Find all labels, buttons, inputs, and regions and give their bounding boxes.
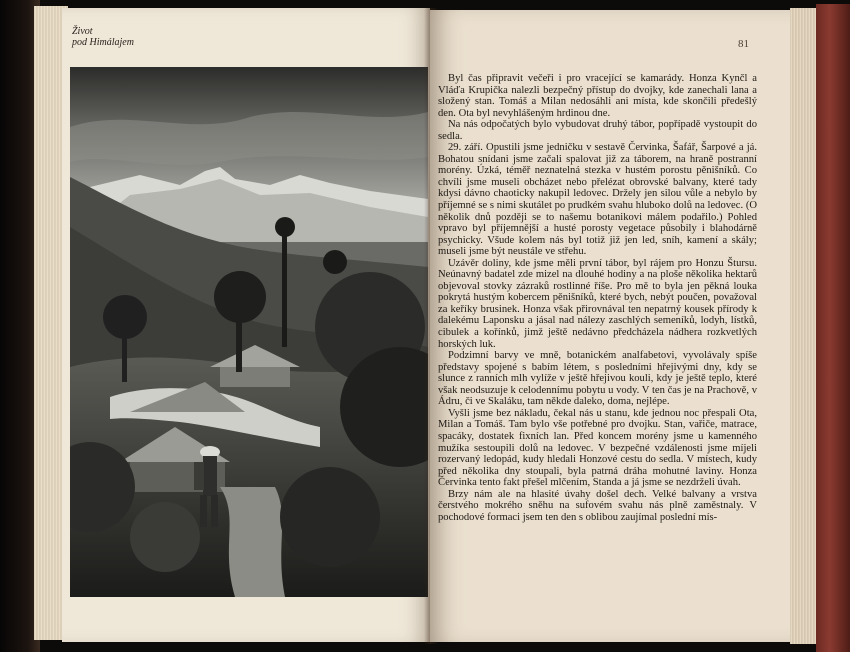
paragraph: Byl čas připravit večeři i pro vracející se kamarády. Honza Kynčl a Vláďa Krupička nalezli bezpečný přístup do dvojky, kde zanechali lana a složený stan. Tomáš a Milan nedosáhli ani místa, kde skončili předešlý den. Ota byl nevyhlášeným hrdinou dne. bbox=[438, 73, 757, 119]
running-head-line-2: pod Himálajem bbox=[72, 37, 134, 48]
paragraph: Brzy nám ale na hlasité úvahy došel dech. Velké balvany a vrstva čerstvého mokrého sněhu na sufovém svahu nás plně zaměstnaly. V pochodové formaci jsem ten den s oblibou zaujímal poslední mís- bbox=[438, 488, 757, 523]
paragraph: Uzávěr doliny, kde jsme měli první tábor, byl rájem pro Honzu Štursu. Neúnavný badatel zde mizel na dlouhé hodiny a na ploše několika hektarů objevoval stovky zázraků rostlinné říše. Pro mě to byla jen pěkná louka pokrytá hustým kobercem pěnišníků, které bych, nebýt poučen, považoval za keříky brusinek. Honza však přirovnával ten nepatrný kousek přírody k dalekému Laponsku a jásal nad nálezy zaschlých semeníků, lodyh, lístků, cibulek a kořínků, jimž ještě nedávno předcházela nádhera rozkvetlých horských luk. bbox=[438, 257, 757, 350]
body-text bbox=[438, 73, 757, 523]
book-cover-right bbox=[816, 4, 850, 652]
mountain-landscape-photo bbox=[70, 67, 428, 597]
paragraph: Vyšli jsme bez nákladu, čekal nás u stanu, kde jednou noc přespali Ota, Milan a Tomáš. Tam bylo vše potřebné pro dvojku. Stan, vařiče, matrace, spacáky, dostatek fixních lan. Před koncem morény jsme u kamenného mužíka sestoupili dolů na ledovec. V bezpečné vzdálenosti jsme míjeli rozervaný ledopád, kudy hledali Honzové cestu do sedla. V místech, kudy před několika dny stoupali, byla patrná dráha mohutné laviny. Honza Červinka tento fakt přešel mlčením, Standa a já jsme se nezdrželi úvah. bbox=[438, 407, 757, 489]
running-head-line-1: Život bbox=[72, 26, 93, 37]
page-number: 81 bbox=[738, 38, 749, 50]
paragraph: Podzimní barvy ve mně, botanickém analfabetovi, vyvolávaly spíše představy spojené s babím létem, s posledními hřejivými dny, kdy se slunce z ranních mlh vylíže v ještě hřejivou kouli, kdy je ještě teplo, které však neodsuzuje k celodennímu pobytu u vody. V ten čas je na Prachově, v Ádru, či ve Skaláku, tam někde daleko, doma, nejlépe. bbox=[438, 350, 757, 408]
paragraph: Na nás odpočatých bylo vybudovat druhý tábor, popřípadě vystoupit do sedla. bbox=[438, 119, 757, 142]
running-head bbox=[72, 26, 134, 48]
paragraph: 29. září. Opustili jsme jedničku v sestavě Červinka, Šafář, Šarpové a já. Bohatou snídani jsme začali spalovat již za táborem, na hraně postranní morény. Úzká, téměř neznatelná stezka v hustém porostu pěnišníků. Co chvíli jsme museli obcházet nebo přelézat obrovské balvany, které tady kdysi dávno chaoticky nakupil ledovec. Držely jen silou vůle a nebylo by příjemné se s nimi skutálet po prudkém svahu hluboko dolů na ledovec. (O několik dnů později se to našemu botanikovi málem podařilo.) Pohled vpravo byl příjemnější a husté porosty vegetace působily i blahodárně psychicky. Všude kolem nás byl totiž již jen led, sníh, kamení a skály; museli jsme být neustále ve střehu. bbox=[438, 142, 757, 258]
